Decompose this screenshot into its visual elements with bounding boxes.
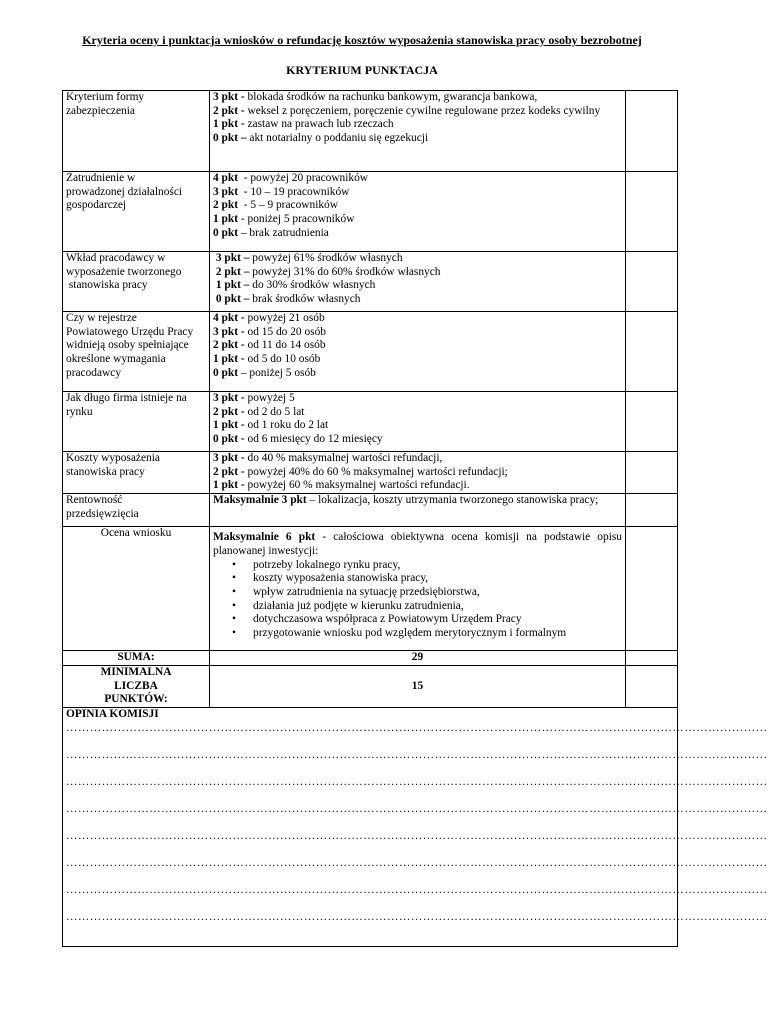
criteria-row: [63, 494, 678, 527]
opinion-row: [63, 707, 678, 946]
points-description: powyżej 5: [244, 392, 295, 404]
criterion-text: Ocena wniosku: [100, 527, 172, 540]
scoring-line: [213, 466, 622, 480]
scoring-line: [213, 433, 622, 447]
scoring-line: [213, 132, 622, 146]
assessment-bullet: • koszty wyposażenia stanowiska pracy,: [253, 572, 622, 586]
points-description: powyżej 31% do 60% środków własnych: [249, 265, 441, 278]
points-label: 0 pkt –: [213, 132, 247, 145]
scoring-cell: [210, 172, 626, 252]
criterion-text: Jak długo firma istnieje na: [66, 392, 187, 404]
opinion-title: OPINIA KOMISJI: [66, 707, 159, 720]
points-label: 3 pkt -: [213, 325, 245, 338]
criterion-text: rynku: [66, 405, 93, 418]
criterion-text: widnieją osoby spełniające: [66, 339, 189, 352]
points-label: 3 pkt -: [213, 91, 245, 103]
criterion-cell: [63, 91, 210, 172]
criterion-text: określone wymagania: [66, 353, 166, 366]
points-description: od 1 roku do 2 lat: [244, 419, 329, 432]
criterion-text: prowadzonej działalności: [66, 185, 183, 198]
criterion-text: stanowiska pracy: [66, 465, 145, 478]
points-description: powyżej 61% środków własnych: [249, 252, 403, 264]
assessment-bullet: • działania już podjęte w kierunku zatrudnienia,: [253, 600, 622, 614]
scoring-line: [213, 367, 622, 381]
points-description: brak środków własnych: [249, 293, 361, 306]
score-cell: [626, 312, 678, 392]
points-label: 4 pkt -: [213, 312, 245, 324]
score-cell: [626, 392, 678, 452]
assessment-bullet-list: [213, 559, 622, 641]
opinion-dotted-line[interactable]: ……………………………………………………………………………………………………………………………………………………………: [66, 721, 768, 734]
criterion-text: stanowiska pracy: [66, 279, 148, 292]
points-description: - całościowa obiektywna ocena komisji na podstawie opisu planowanej inwestycji:: [213, 531, 622, 557]
points-description: od 2 do 5 lat: [244, 405, 305, 418]
assessment-bullet: • potrzeby lokalnego rynku pracy,: [253, 559, 622, 573]
points-label: 1 pkt -: [213, 118, 245, 131]
criteria-table: [62, 90, 768, 947]
criteria-row: [63, 312, 678, 392]
scoring-line: [213, 118, 622, 132]
scoring-line: [213, 213, 622, 227]
scoring-cell: [210, 392, 626, 452]
scoring-line: [213, 406, 622, 420]
points-label: Maksymalnie 3 pkt: [213, 494, 307, 507]
points-label: 1 pkt –: [213, 279, 250, 292]
scoring-line: [213, 452, 622, 466]
points-label: 2 pkt -: [213, 465, 245, 478]
points-description: weksel z poręczeniem, poręczenie cywilne regulowane przez kodeks cywilny: [244, 104, 601, 117]
points-label: 2 pkt -: [213, 104, 245, 117]
opinion-dotted-line[interactable]: ……………………………………………………………………………………………………………………………………………………………: [66, 829, 768, 842]
points-description: powyżej 21 osób: [244, 312, 325, 324]
points-label: 2 pkt -: [213, 339, 245, 352]
scoring-line: [213, 105, 622, 119]
points-label: 2 pkt –: [213, 265, 250, 278]
criterion-text: Powiatowego Urzędu Pracy: [66, 325, 194, 338]
sum-value: 29: [210, 651, 626, 666]
points-label: 0 pkt –: [213, 293, 250, 306]
points-label: 1 pkt -: [213, 479, 245, 492]
scoring-line: [213, 392, 622, 406]
scoring-line: [213, 91, 622, 105]
points-label: 3 pkt -: [213, 392, 245, 404]
opinion-dotted-line[interactable]: ……………………………………………………………………………………………………………………………………………………………: [66, 802, 768, 815]
score-cell: [626, 172, 678, 252]
document-title: Kryteria oceny i punktacja wniosków o refundację kosztów wyposażenia stanowiska pracy osoby bezrobotnej: [82, 33, 642, 47]
points-description: od 6 miesięcy do 12 miesięcy: [244, 433, 383, 446]
points-description: – poniżej 5 osób: [238, 366, 316, 379]
scoring-line: [213, 199, 622, 213]
opinion-dotted-line[interactable]: ……………………………………………………………………………………………………………………………………………………………: [66, 775, 768, 788]
criterion-text: Wkład pracodawcy w: [66, 252, 166, 264]
score-cell: [626, 651, 678, 666]
scoring-line: [213, 279, 622, 293]
criterion-text: Rentowność: [66, 494, 123, 507]
score-cell: [626, 665, 678, 707]
scoring-line: [213, 186, 622, 200]
points-label: 3 pkt –: [213, 252, 250, 264]
assessment-bullet: • dotychczasowa współpraca z Powiatowym Urzędem Pracy: [253, 613, 622, 627]
score-cell: [626, 527, 678, 651]
points-description: – brak zatrudnienia: [238, 226, 329, 239]
scoring-line: [213, 353, 622, 367]
points-label: 3 pkt: [213, 185, 239, 198]
scoring-line: [213, 312, 622, 326]
points-description: od 5 do 10 osób: [244, 353, 321, 366]
criterion-text: Koszty wyposażenia: [66, 452, 160, 464]
criteria-row: [63, 392, 678, 452]
criterion-text: Kryterium formy: [66, 91, 145, 103]
scoring-cell: [210, 527, 626, 651]
scoring-cell: [210, 252, 626, 312]
opinion-dotted-line[interactable]: ……………………………………………………………………………………………………………………………………………………………: [66, 748, 768, 761]
criterion-cell: [63, 172, 210, 252]
criterion-text: Zatrudnienie w: [66, 172, 136, 184]
points-description: zastaw na prawach lub rzeczach: [244, 118, 394, 131]
assessment-row: [63, 527, 678, 651]
points-description: - 5 – 9 pracowników: [238, 199, 338, 212]
points-label: 2 pkt: [213, 199, 239, 212]
points-description: blokada środków na rachunku bankowym, gwarancja bankowa,: [244, 91, 538, 103]
sum-label: SUMA:: [63, 651, 210, 666]
scoring-line: [213, 419, 622, 433]
scoring-line: [213, 339, 622, 353]
points-description: - poniżej 5 pracowników: [238, 213, 355, 226]
opinion-cell: [63, 707, 768, 946]
scoring-line: [213, 172, 622, 186]
points-label: 0 pkt: [213, 366, 239, 379]
criterion-text: gospodarczej: [66, 199, 127, 212]
points-description: - 10 – 19 pracowników: [238, 185, 350, 198]
points-description: powyżej 60 % maksymalnej wartości refundacji.: [244, 479, 470, 492]
criterion-text: Czy w rejestrze: [66, 312, 137, 324]
points-label: Maksymalnie 6 pkt: [213, 531, 316, 544]
score-cell: [626, 452, 678, 494]
assessment-bullet: • wpływ zatrudnienia na sytuację przedsiębiorstwa,: [253, 586, 622, 600]
criterion-cell: [63, 452, 210, 494]
points-description: akt notarialny o poddaniu się egzekucji: [246, 132, 429, 145]
scoring-line: [213, 252, 622, 266]
points-description: powyżej 40% do 60 % maksymalnej wartości refundacji;: [244, 465, 508, 478]
criteria-row: [63, 91, 678, 172]
points-label: 0 pkt -: [213, 433, 245, 446]
scoring-line: [213, 479, 622, 493]
criterion-cell: [63, 494, 210, 527]
opinion-dotted-line[interactable]: ……………………………………………………………………………………………………………………………………………………………: [66, 910, 768, 923]
min-points-row: [63, 665, 678, 707]
document-subtitle: KRYTERIUM PUNKTACJA: [286, 63, 438, 77]
points-description: - powyżej 20 pracowników: [238, 172, 369, 184]
scoring-line: [213, 227, 622, 241]
criteria-row: [63, 252, 678, 312]
points-label: 1 pkt: [213, 213, 239, 226]
criterion-text: przedsięwzięcia: [66, 507, 139, 520]
scoring-cell: [210, 91, 626, 172]
score-cell: [626, 494, 678, 527]
scoring-cell: [210, 452, 626, 494]
scoring-line: [213, 266, 622, 280]
criteria-row: [63, 172, 678, 252]
criteria-row: [63, 452, 678, 494]
criterion-text: pracodawcy: [66, 366, 122, 379]
criterion-cell: [63, 312, 210, 392]
points-description: od 11 do 14 osób: [244, 339, 326, 352]
points-description: – lokalizacja, koszty utrzymania tworzonego stanowiska pracy;: [306, 494, 599, 507]
points-description: do 40 % maksymalnej wartości refundacji,: [244, 452, 443, 464]
criterion-text: zabezpieczenia: [66, 104, 135, 117]
points-label: 0 pkt: [213, 226, 239, 239]
points-description: do 30% środków własnych: [249, 279, 376, 292]
points-label: 4 pkt: [213, 172, 239, 184]
points-label: 3 pkt -: [213, 452, 245, 464]
scoring-line: [213, 326, 622, 340]
criterion-cell: [63, 392, 210, 452]
opinion-dotted-line[interactable]: ……………………………………………………………………………………………………………………………………………………………: [66, 856, 768, 869]
assessment-bullet: • przygotowanie wniosku pod względem merytorycznym i formalnym: [253, 627, 622, 641]
scoring-cell: [210, 494, 626, 527]
min-points-label: MINIMALNA LICZBA PUNKTÓW:: [63, 665, 210, 707]
points-label: 1 pkt -: [213, 419, 245, 432]
score-cell: [626, 252, 678, 312]
opinion-dotted-line[interactable]: ……………………………………………………………………………………………………………………………………………………………: [66, 883, 768, 896]
scoring-cell: [210, 312, 626, 392]
score-cell: [626, 91, 678, 172]
points-description: od 15 do 20 osób: [244, 325, 326, 338]
points-label: 2 pkt -: [213, 405, 245, 418]
criterion-cell: [63, 527, 210, 651]
criterion-text: wyposażenie tworzonego: [66, 265, 182, 278]
scoring-line: [213, 293, 622, 307]
points-label: 1 pkt -: [213, 353, 245, 366]
min-points-value: 15: [210, 665, 626, 707]
criterion-cell: [63, 252, 210, 312]
scoring-line: [213, 494, 622, 508]
sum-row: [63, 651, 678, 666]
